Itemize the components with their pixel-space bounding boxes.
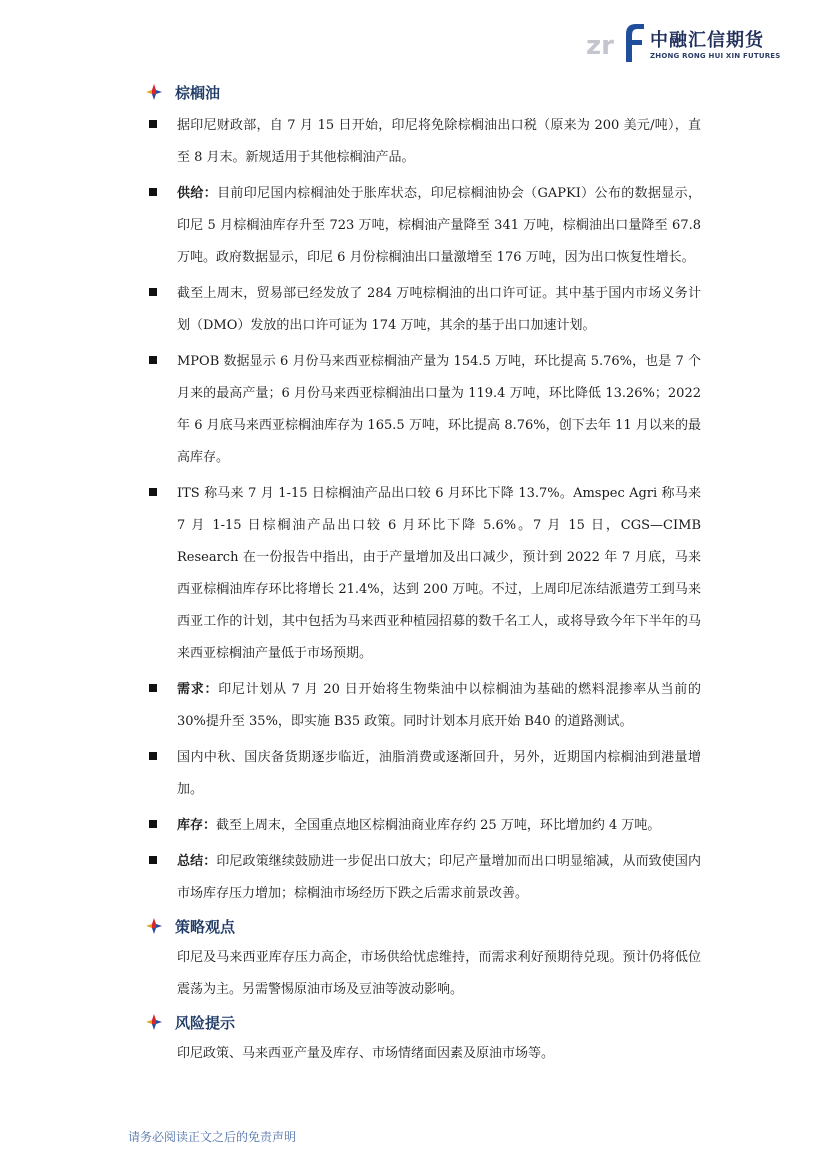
section-bullet-icon	[146, 1014, 162, 1030]
list-item	[145, 478, 701, 670]
list-item	[145, 110, 701, 174]
square-bullet-icon	[149, 288, 157, 296]
item-text: ITS 称马来 7 月 1-15 日棕榈油产品出口较 6 月环比下降 13.7%。Amspec Agri 称马来 7 月 1-15 日棕榈油产品出口较 6 月环比下降 5.6%。7 月 15 日，CGS—CIMB Research 在一份报告中指出，由于产量增加及出口减少，预计到 2022 年 7 月底，马来西亚棕榈油库存环比将增长 21.4%，达到 200 万吨。不过，上周印尼冻结派遣劳工到马来西亚工作的计划，其中包括为马来西亚种植园招募的数千名工人，或将导致今年下半年的马来西亚棕榈油产量低于市场预期。	[177, 486, 701, 661]
square-bullet-icon	[149, 752, 157, 760]
section-title: 风险提示	[175, 1013, 236, 1032]
strategy-paragraph: 印尼及马来西亚库存压力高企，市场供给忧虑维持，而需求利好预期待兑现。预计仍将低位震荡为主。另需警惕原油市场及豆油等波动影响。	[177, 950, 701, 997]
footer-disclaimer: 请务必阅读正文之后的免责声明	[128, 1130, 297, 1144]
section-title: 棕榈油	[175, 83, 221, 102]
item-text: MPOB 数据显示 6 月份马来西亚棕榈油产量为 154.5 万吨，环比提高 5.76%，也是 7 个月来的最高产量；6 月份马来西亚棕榈油出口量为 119.4 万吨，环比降低 13.26%；2022 年 6 月底马来西亚棕榈油库存为 165.5 万吨，环比提高 8.76%，创下去年 11 月以来的最高库存。	[177, 354, 701, 465]
svg-text:zr: zr	[586, 31, 614, 61]
square-bullet-icon	[149, 820, 157, 828]
item-lead: 总结：	[177, 854, 217, 869]
square-bullet-icon	[149, 188, 157, 196]
square-bullet-icon	[149, 856, 157, 864]
item-text: 截至上周末，全国重点地区棕榈油商业库存约 25 万吨，环比增加约 4 万吨。	[216, 818, 661, 833]
item-text: 截至上周末，贸易部已经发放了 284 万吨棕榈油的出口许可证。其中基于国内市场义务计划（DMO）发放的出口许可证为 174 万吨，其余的基于出口加速计划。	[177, 286, 701, 333]
square-bullet-icon	[149, 356, 157, 364]
square-bullet-icon	[149, 120, 157, 128]
item-lead: 供给：	[177, 186, 218, 201]
square-bullet-icon	[149, 684, 157, 692]
section-bullet-icon	[146, 918, 162, 934]
item-lead: 库存：	[177, 818, 217, 833]
item-text: 目前印尼国内棕榈油处于胀库状态，印尼棕榈油协会（GAPKI）公布的数据显示，印尼 5 月棕榈油库存升至 723 万吨，棕榈油产量降至 341 万吨，棕榈油出口量降至 67.8 万吨。政府数据显示，印尼 6 月份棕榈油出口量激增至 176 万吨，因为出口恢复性增长。	[177, 186, 701, 265]
section-title: 策略观点	[175, 917, 236, 936]
company-logo	[586, 20, 786, 64]
item-text: 印尼计划从 7 月 20 日开始将生物柴油中以棕榈油为基础的燃料混掺率从当前的 30%提升至 35%，即实施 B35 政策。同时计划本月底开始 B40 的道路测试。	[177, 682, 701, 729]
square-bullet-icon	[149, 488, 157, 496]
logo-english-name: ZHONG RONG HUI XIN FUTURES	[650, 52, 781, 60]
list-item	[145, 178, 701, 274]
report-body	[145, 76, 701, 1070]
list-item	[145, 278, 701, 342]
item-lead: 需求：	[177, 682, 219, 697]
item-text: 国内中秋、国庆备货期逐步临近，油脂消费或逐渐回升，另外，近期国内棕榈油到港量增加。	[177, 750, 701, 797]
list-item	[145, 674, 701, 738]
risk-paragraph: 印尼政策、马来西亚产量及库存、市场情绪面因素及原油市场等。	[177, 1046, 555, 1061]
zrf-logo-icon	[586, 20, 646, 64]
item-text: 印尼政策继续鼓励进一步促出口放大；印尼产量增加而出口明显缩减，从而致使国内市场库存压力增加；棕榈油市场经历下跌之后需求前景改善。	[177, 854, 701, 901]
list-item	[145, 346, 701, 474]
list-item	[145, 810, 701, 842]
section-heading-strategy	[145, 912, 701, 940]
item-text: 据印尼财政部，自 7 月 15 日开始，印尼将免除棕榈油出口税（原来为 200 美元/吨），直至 8 月末。新规适用于其他棕榈油产品。	[177, 118, 701, 165]
section-bullet-icon	[146, 84, 162, 100]
list-item	[145, 742, 701, 806]
list-item	[145, 846, 701, 910]
section-heading-palm	[145, 78, 701, 106]
section-heading-risk	[145, 1008, 701, 1036]
logo-chinese-name: 中融汇信期货	[650, 30, 764, 51]
